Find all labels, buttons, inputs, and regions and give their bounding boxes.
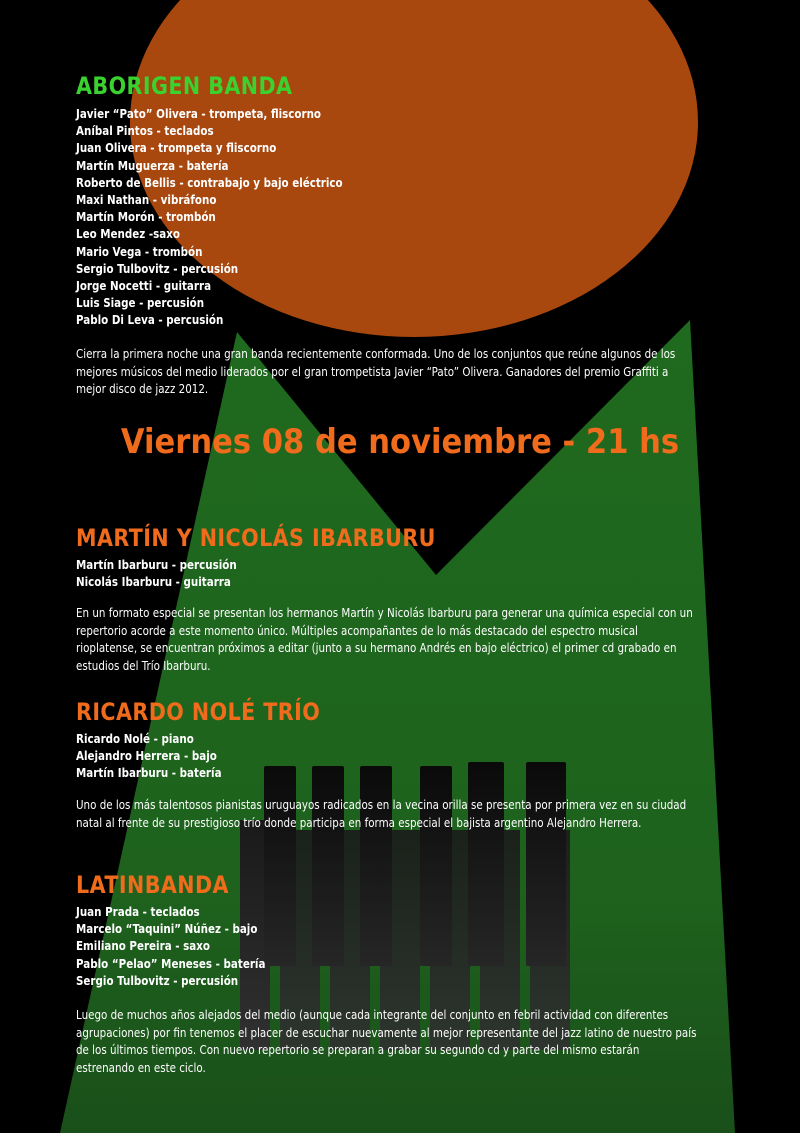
member-item: Martín Morón - trombón bbox=[76, 210, 216, 225]
member-item: Pablo “Pelao” Meneses - batería bbox=[76, 956, 266, 971]
band-title-latinbanda: LATINBANDA bbox=[76, 871, 229, 899]
band-description-aborigen-banda: Cierra la primera noche una gran banda recientemente conformada. Uno de los conjuntos que reúne algunos de los mejores músicos del medio liderados por el gran trompetista Javier “Pato” Olivera. Ganadores del premio Graffiti a mejor disco de jazz 2012. bbox=[76, 347, 676, 396]
member-item: Ricardo Nolé - piano bbox=[76, 732, 194, 746]
member-item: Pablo Di Leva - percusión bbox=[76, 313, 224, 328]
band-title-martin-nicolas-ibarburu: MARTÍN Y NICOLÁS IBARBURU bbox=[76, 524, 436, 552]
member-item: Roberto de Bellis - contrabajo y bajo eléctrico bbox=[76, 175, 343, 190]
member-list-aborigen-banda bbox=[76, 106, 386, 330]
member-list-ricardo-nole-trio bbox=[76, 731, 245, 783]
band-title-ricardo-nole-trio: RICARDO NOLÉ TRÍO bbox=[76, 698, 321, 726]
member-item: Martín Ibarburu - percusión bbox=[76, 558, 237, 572]
member-item: Luis Siage - percusión bbox=[76, 296, 205, 311]
band-title-aborigen-banda: ABORIGEN BANDA bbox=[76, 72, 293, 100]
member-item: Jorge Nocetti - guitarra bbox=[76, 279, 212, 294]
member-item: Martín Muguerza - batería bbox=[76, 158, 229, 173]
member-item: Marcelo “Taquini” Núñez - bajo bbox=[76, 922, 258, 937]
member-item: Sergio Tulbovitz - percusión bbox=[76, 973, 239, 988]
member-list-latinbanda bbox=[76, 904, 296, 990]
member-item: Juan Olivera - trompeta y fliscorno bbox=[76, 141, 277, 156]
member-item: Nicolás Ibarburu - guitarra bbox=[76, 575, 231, 590]
member-item: Alejandro Herrera - bajo bbox=[76, 749, 217, 764]
member-item: Martín Ibarburu - batería bbox=[76, 766, 222, 781]
member-item: Emiliano Pereira - saxo bbox=[76, 939, 210, 954]
member-item: Maxi Nathan - vibráfono bbox=[76, 193, 217, 208]
member-list-martin-nicolas-ibarburu bbox=[76, 557, 263, 591]
member-item: Javier “Pato” Olivera - trompeta, fliscorno bbox=[76, 107, 322, 121]
member-item: Leo Mendez -saxo bbox=[76, 227, 181, 242]
member-item: Sergio Tulbovitz - percusión bbox=[76, 261, 239, 276]
band-description-martin-nicolas-ibarburu: En un formato especial se presentan los hermanos Martín y Nicolás Ibarburu para generar una química especial con un repertorio acorde a este momento único. Múltiples acompañantes de lo más destacado del espectro musical rioplatense, se encuentran próximos a editar (junto a su hermano Andrés en bajo eléctrico) el primer cd grabado en estudios del Trío Ibarburu. bbox=[76, 606, 693, 673]
member-item: Aníbal Pintos - teclados bbox=[76, 124, 214, 139]
band-description-ricardo-nole-trio: Uno de los más talentosos pianistas uruguayos radicados en la vecina orilla se presenta por primera vez en su ciudad natal al frente de su prestigioso trío donde participa en forma especial el bajista argentino Alejandro Herrera. bbox=[76, 798, 687, 830]
date-heading: Viernes 08 de noviembre - 21 hs bbox=[120, 422, 680, 462]
member-item: Mario Vega - trombón bbox=[76, 244, 203, 259]
member-item: Juan Prada - teclados bbox=[76, 905, 200, 919]
band-description-latinbanda: Luego de muchos años alejados del medio (aunque cada integrante del conjunto en febril actividad con diferentes agrupaciones) por fin tenemos el placer de escuchar nuevamente al mejor representante del jazz latino de nuestro país de los últimos tiempos. Con nuevo repertorio se preparan a grabar su segundo cd y parte del mismo estarán estrenando en este ciclo. bbox=[76, 1008, 697, 1075]
